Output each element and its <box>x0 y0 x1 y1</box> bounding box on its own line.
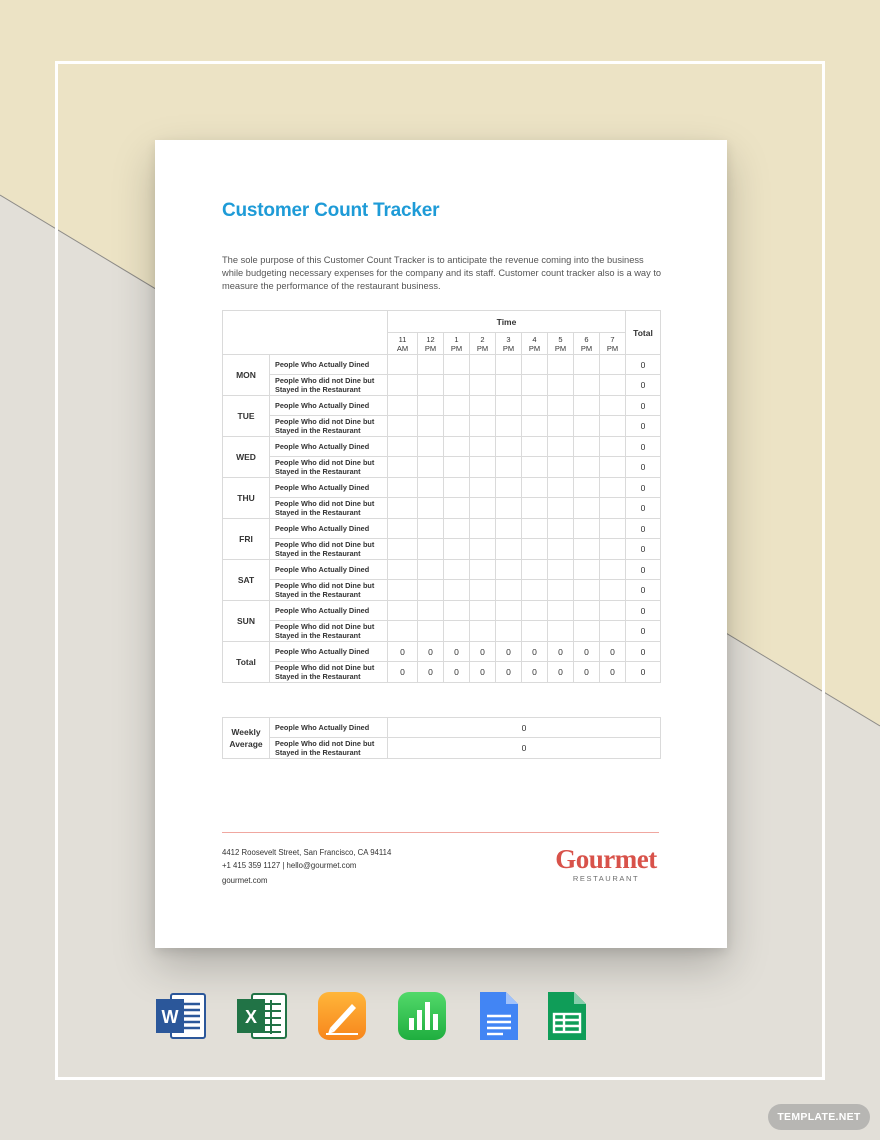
count-cell[interactable] <box>418 396 444 416</box>
count-cell[interactable] <box>388 457 418 478</box>
count-cell[interactable] <box>548 416 574 437</box>
total-slot-cell: 0 <box>496 642 522 662</box>
count-cell[interactable] <box>548 457 574 478</box>
count-cell[interactable] <box>444 396 470 416</box>
count-cell[interactable] <box>600 498 626 519</box>
row-label: People Who Actually Dined <box>270 560 388 580</box>
count-cell[interactable] <box>600 601 626 621</box>
count-cell[interactable] <box>444 621 470 642</box>
microsoft-excel-icon[interactable] <box>236 990 288 1042</box>
count-cell[interactable] <box>470 539 496 560</box>
logo-wordmark: Gourmet <box>555 844 657 874</box>
count-cell[interactable] <box>548 621 574 642</box>
time-slot-meridiem: PM <box>528 343 541 353</box>
count-cell[interactable] <box>496 539 522 560</box>
row-label: People Who Actually Dined <box>270 519 388 539</box>
count-cell[interactable] <box>600 621 626 642</box>
count-cell[interactable] <box>496 375 522 396</box>
count-cell[interactable] <box>574 396 600 416</box>
row-label: People Who Actually Dined <box>270 601 388 621</box>
row-total-cell: 0 <box>626 560 661 580</box>
count-cell[interactable] <box>470 437 496 457</box>
count-cell[interactable] <box>548 437 574 457</box>
time-slot-meridiem: PM <box>476 343 489 353</box>
count-cell[interactable] <box>388 519 418 539</box>
count-cell[interactable] <box>522 539 548 560</box>
row-label: People Who Actually Dined <box>270 478 388 498</box>
count-cell[interactable] <box>522 498 548 519</box>
count-cell[interactable] <box>444 375 470 396</box>
time-slot-header <box>496 333 522 355</box>
count-cell[interactable] <box>496 519 522 539</box>
count-cell[interactable] <box>496 560 522 580</box>
count-cell[interactable] <box>600 355 626 375</box>
document-description: The sole purpose of this Customer Count Tracker is to anticipate the revenue coming into the business while budgeting necessary expenses for the company and its staff. Customer count tracker also is a way to measure the performance of the restaurant business. <box>222 255 662 291</box>
count-cell[interactable] <box>496 416 522 437</box>
count-cell[interactable] <box>574 580 600 601</box>
table-row <box>223 662 661 683</box>
count-cell[interactable] <box>522 375 548 396</box>
row-label: People Who did not Dine but Stayed in the Restaurant <box>270 580 388 601</box>
count-cell[interactable] <box>388 478 418 498</box>
google-docs-icon[interactable] <box>472 990 524 1042</box>
google-sheets-icon[interactable] <box>540 990 592 1042</box>
count-cell[interactable] <box>388 580 418 601</box>
total-slot-cell: 0 <box>522 662 548 683</box>
table-row <box>223 416 661 437</box>
day-label-sun: SUN <box>223 601 270 642</box>
time-slot-meridiem: PM <box>502 343 515 353</box>
apple-pages-icon[interactable] <box>316 990 368 1042</box>
row-label: People Who did not Dine but Stayed in the Restaurant <box>270 375 388 396</box>
time-slot-meridiem: PM <box>580 343 593 353</box>
count-cell[interactable] <box>444 416 470 437</box>
row-total-cell: 0 <box>626 416 661 437</box>
count-cell[interactable] <box>496 601 522 621</box>
weekly-row-label: People Who did not Dine but Stayed in the Restaurant <box>270 738 388 759</box>
total-slot-cell: 0 <box>600 642 626 662</box>
day-label-wed: WED <box>223 437 270 478</box>
table-row <box>223 478 661 498</box>
count-cell[interactable] <box>574 437 600 457</box>
count-cell[interactable] <box>388 416 418 437</box>
total-row-label: Total <box>223 642 270 683</box>
count-cell[interactable] <box>444 457 470 478</box>
count-cell[interactable] <box>574 375 600 396</box>
total-slot-cell: 0 <box>388 642 418 662</box>
table-row <box>223 539 661 560</box>
total-slot-cell: 0 <box>418 662 444 683</box>
count-cell[interactable] <box>388 498 418 519</box>
count-cell[interactable] <box>470 457 496 478</box>
count-cell[interactable] <box>574 416 600 437</box>
row-total-cell: 0 <box>626 662 661 683</box>
total-slot-cell: 0 <box>388 662 418 683</box>
weekly-row-label: People Who Actually Dined <box>270 718 388 738</box>
count-cell[interactable] <box>522 621 548 642</box>
count-cell[interactable] <box>388 375 418 396</box>
count-cell[interactable] <box>470 416 496 437</box>
row-total-cell: 0 <box>626 642 661 662</box>
count-cell[interactable] <box>496 355 522 375</box>
table-row <box>223 457 661 478</box>
count-cell[interactable] <box>418 601 444 621</box>
count-cell[interactable] <box>470 621 496 642</box>
count-cell[interactable] <box>522 416 548 437</box>
total-slot-cell: 0 <box>574 662 600 683</box>
footer-address: 4412 Roosevelt Street, San Francisco, CA 94114 <box>222 848 392 857</box>
time-slot-header <box>388 333 418 355</box>
time-slot-meridiem: PM <box>554 343 567 353</box>
time-header: Time <box>388 311 626 333</box>
count-cell[interactable] <box>548 560 574 580</box>
count-cell[interactable] <box>574 539 600 560</box>
count-cell[interactable] <box>496 396 522 416</box>
total-slot-cell: 0 <box>444 642 470 662</box>
count-cell[interactable] <box>522 580 548 601</box>
count-cell[interactable] <box>470 478 496 498</box>
weekly-average-line-2: Average <box>229 739 263 749</box>
total-slot-cell: 0 <box>548 662 574 683</box>
footer-website: gourmet.com <box>222 876 268 885</box>
count-cell[interactable] <box>444 437 470 457</box>
count-cell[interactable] <box>444 478 470 498</box>
count-cell[interactable] <box>522 601 548 621</box>
count-cell[interactable] <box>522 457 548 478</box>
day-label-mon: MON <box>223 355 270 396</box>
row-label: People Who did not Dine but Stayed in the Restaurant <box>270 457 388 478</box>
count-cell[interactable] <box>522 396 548 416</box>
time-slot-meridiem: PM <box>450 343 463 353</box>
total-slot-cell: 0 <box>574 642 600 662</box>
row-total-cell: 0 <box>626 498 661 519</box>
count-cell[interactable] <box>470 580 496 601</box>
count-cell[interactable] <box>548 580 574 601</box>
time-slot-header <box>548 333 574 355</box>
row-label: People Who did not Dine but Stayed in the Restaurant <box>270 662 388 683</box>
count-cell[interactable] <box>418 539 444 560</box>
weekly-average-line-1: Weekly <box>231 727 261 737</box>
count-cell[interactable] <box>444 580 470 601</box>
total-slot-cell: 0 <box>548 642 574 662</box>
count-cell[interactable] <box>388 601 418 621</box>
total-slot-cell: 0 <box>600 662 626 683</box>
row-total-cell: 0 <box>626 539 661 560</box>
count-cell[interactable] <box>444 355 470 375</box>
weekly-value-stayed: 0 <box>388 738 661 759</box>
count-cell[interactable] <box>470 375 496 396</box>
total-slot-cell: 0 <box>496 662 522 683</box>
row-total-cell: 0 <box>626 601 661 621</box>
app-icon-row <box>0 990 880 1045</box>
table-row <box>223 580 661 601</box>
day-label-tue: TUE <box>223 396 270 437</box>
count-cell[interactable] <box>444 519 470 539</box>
total-slot-cell: 0 <box>444 662 470 683</box>
table-row <box>223 437 661 457</box>
table-row <box>223 396 661 416</box>
word-letter: W <box>161 1007 179 1027</box>
count-cell[interactable] <box>600 519 626 539</box>
count-cell[interactable] <box>548 478 574 498</box>
row-label: People Who Actually Dined <box>270 437 388 457</box>
apple-numbers-icon[interactable] <box>396 990 448 1042</box>
count-cell[interactable] <box>548 498 574 519</box>
count-cell[interactable] <box>418 416 444 437</box>
footer-contact: +1 415 359 1127 | hello@gourmet.com <box>222 861 357 870</box>
time-slot-header <box>418 333 444 355</box>
count-cell[interactable] <box>548 601 574 621</box>
time-slot-meridiem: PM <box>424 343 437 353</box>
row-total-cell: 0 <box>626 478 661 498</box>
count-cell[interactable] <box>574 498 600 519</box>
count-cell[interactable] <box>522 519 548 539</box>
count-cell[interactable] <box>548 396 574 416</box>
total-slot-cell: 0 <box>418 642 444 662</box>
count-cell[interactable] <box>548 355 574 375</box>
count-cell[interactable] <box>548 375 574 396</box>
time-slot-header <box>444 333 470 355</box>
count-cell[interactable] <box>496 580 522 601</box>
row-label: People Who Actually Dined <box>270 355 388 375</box>
document-page <box>155 140 727 948</box>
time-slot-header <box>600 333 626 355</box>
count-cell[interactable] <box>470 396 496 416</box>
count-cell[interactable] <box>418 519 444 539</box>
time-slot-meridiem: PM <box>606 343 619 353</box>
count-cell[interactable] <box>418 498 444 519</box>
time-slot-header <box>574 333 600 355</box>
row-total-cell: 0 <box>626 519 661 539</box>
count-cell[interactable] <box>444 539 470 560</box>
count-cell[interactable] <box>600 539 626 560</box>
count-cell[interactable] <box>496 478 522 498</box>
template-net-badge[interactable]: TEMPLATE.NET <box>768 1104 870 1130</box>
row-label: People Who Actually Dined <box>270 642 388 662</box>
count-cell[interactable] <box>574 560 600 580</box>
count-cell[interactable] <box>496 437 522 457</box>
gourmet-logo <box>552 845 660 887</box>
count-cell[interactable] <box>418 355 444 375</box>
count-cell[interactable] <box>496 498 522 519</box>
total-column-header: Total <box>626 311 661 355</box>
time-slot-hour: 7 <box>610 334 615 344</box>
count-cell[interactable] <box>496 621 522 642</box>
day-label-fri: FRI <box>223 519 270 560</box>
count-cell[interactable] <box>574 621 600 642</box>
count-cell[interactable] <box>600 580 626 601</box>
count-cell[interactable] <box>600 416 626 437</box>
time-slot-hour: 1 <box>454 334 459 344</box>
table-row <box>223 355 661 375</box>
row-total-cell: 0 <box>626 580 661 601</box>
row-label: People Who Actually Dined <box>270 396 388 416</box>
count-cell[interactable] <box>574 519 600 539</box>
table-row <box>223 375 661 396</box>
row-total-cell: 0 <box>626 457 661 478</box>
time-slot-header <box>522 333 548 355</box>
table-row <box>223 642 661 662</box>
day-label-thu: THU <box>223 478 270 519</box>
count-cell[interactable] <box>522 560 548 580</box>
document-title: Customer Count Tracker <box>222 200 440 221</box>
count-cell[interactable] <box>418 560 444 580</box>
count-cell[interactable] <box>470 355 496 375</box>
weekly-average-label <box>223 718 270 759</box>
footer-divider <box>222 832 659 833</box>
time-slot-hour: 4 <box>532 334 537 344</box>
count-cell[interactable] <box>470 519 496 539</box>
count-cell[interactable] <box>444 498 470 519</box>
time-slot-hour: 5 <box>558 334 563 344</box>
count-cell[interactable] <box>574 601 600 621</box>
count-cell[interactable] <box>574 478 600 498</box>
row-total-cell: 0 <box>626 375 661 396</box>
count-cell[interactable] <box>418 457 444 478</box>
count-cell[interactable] <box>600 375 626 396</box>
count-cell[interactable] <box>600 478 626 498</box>
blank-header-cell <box>223 311 388 355</box>
count-cell[interactable] <box>496 457 522 478</box>
total-slot-cell: 0 <box>522 642 548 662</box>
time-slot-hour: 3 <box>506 334 511 344</box>
count-cell[interactable] <box>574 355 600 375</box>
count-cell[interactable] <box>388 539 418 560</box>
table-row <box>223 519 661 539</box>
count-cell[interactable] <box>388 396 418 416</box>
time-slot-hour: 11 <box>398 334 407 344</box>
count-cell[interactable] <box>548 519 574 539</box>
count-cell[interactable] <box>470 498 496 519</box>
count-cell[interactable] <box>470 601 496 621</box>
time-slot-hour: 6 <box>584 334 589 344</box>
row-label: People Who did not Dine but Stayed in the Restaurant <box>270 621 388 642</box>
table-row <box>223 621 661 642</box>
day-label-sat: SAT <box>223 560 270 601</box>
logo-subtitle: RESTAURANT <box>572 874 640 883</box>
row-label: People Who did not Dine but Stayed in the Restaurant <box>270 539 388 560</box>
time-slot-meridiem: AM <box>396 343 409 353</box>
weekly-value-dined: 0 <box>388 718 661 738</box>
row-total-cell: 0 <box>626 396 661 416</box>
count-cell[interactable] <box>388 621 418 642</box>
time-slot-hour: 2 <box>480 334 485 344</box>
total-slot-cell: 0 <box>470 642 496 662</box>
row-total-cell: 0 <box>626 355 661 375</box>
row-total-cell: 0 <box>626 621 661 642</box>
count-cell[interactable] <box>574 457 600 478</box>
row-label: People Who did not Dine but Stayed in the Restaurant <box>270 498 388 519</box>
count-cell[interactable] <box>418 375 444 396</box>
excel-letter: X <box>244 1007 258 1027</box>
count-cell[interactable] <box>600 396 626 416</box>
count-cell[interactable] <box>418 621 444 642</box>
count-cell[interactable] <box>600 437 626 457</box>
total-slot-cell: 0 <box>470 662 496 683</box>
count-cell[interactable] <box>418 580 444 601</box>
table-row <box>223 498 661 519</box>
count-cell[interactable] <box>470 560 496 580</box>
time-slot-header <box>470 333 496 355</box>
count-cell[interactable] <box>600 457 626 478</box>
count-cell[interactable] <box>444 560 470 580</box>
count-cell[interactable] <box>388 560 418 580</box>
count-cell[interactable] <box>418 478 444 498</box>
count-cell[interactable] <box>522 478 548 498</box>
count-cell[interactable] <box>418 437 444 457</box>
count-cell[interactable] <box>388 437 418 457</box>
table-row <box>223 560 661 580</box>
time-slot-hour: 12 <box>426 334 435 344</box>
count-cell[interactable] <box>444 601 470 621</box>
microsoft-word-icon[interactable] <box>155 990 207 1042</box>
count-cell[interactable] <box>548 539 574 560</box>
row-total-cell: 0 <box>626 437 661 457</box>
count-cell[interactable] <box>388 355 418 375</box>
tracker-table <box>222 310 661 683</box>
count-cell[interactable] <box>522 437 548 457</box>
table-row <box>223 601 661 621</box>
weekly-average-table <box>222 717 661 759</box>
count-cell[interactable] <box>600 560 626 580</box>
count-cell[interactable] <box>522 355 548 375</box>
row-label: People Who did not Dine but Stayed in the Restaurant <box>270 416 388 437</box>
